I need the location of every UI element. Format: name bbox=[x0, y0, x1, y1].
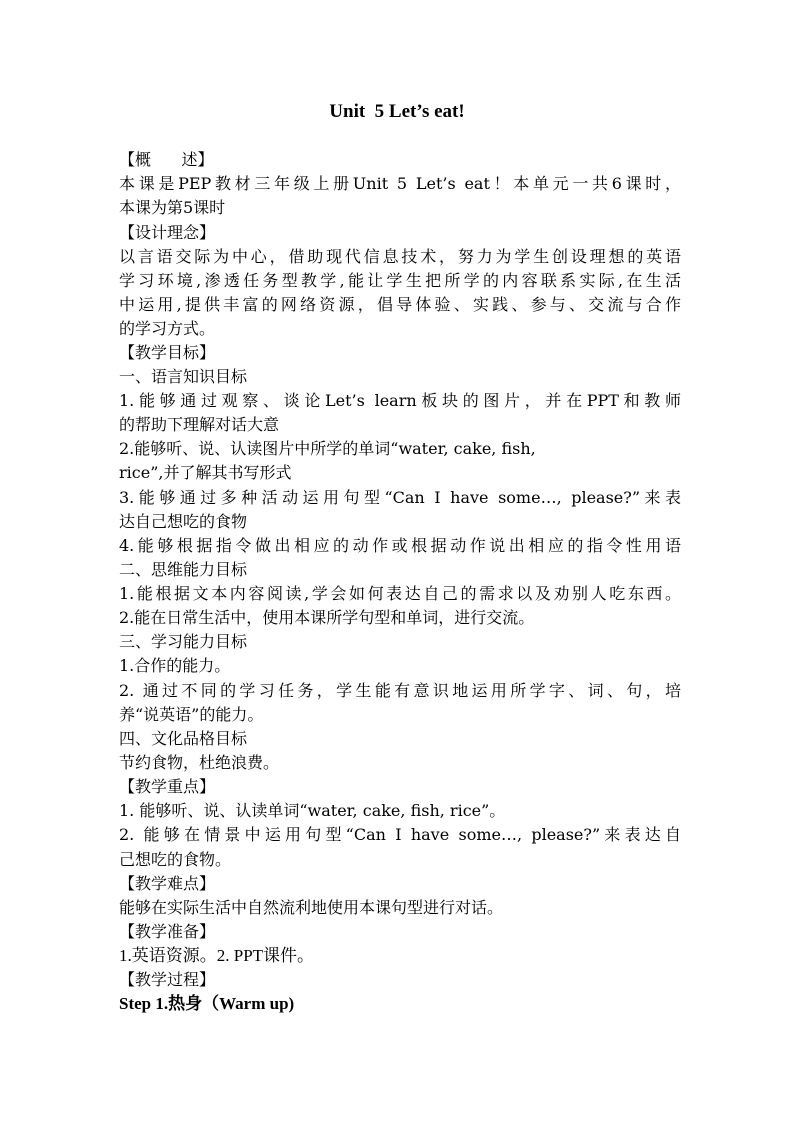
goal-1-line-1: 1.能够通过观察、谈论Let’s learn板块的图片，并在PPT和教师 bbox=[119, 391, 681, 410]
heading-key-points: 【教学重点】 bbox=[119, 777, 216, 796]
key-point-1: 1. 能够听、说、认读单词“water, cake, fish, rice”。 bbox=[119, 801, 506, 820]
heading-overview: 【概 述】 bbox=[119, 150, 214, 169]
heading-design-concept: 【设计理念】 bbox=[119, 223, 216, 242]
subheading-learning-ability: 三、学习能力目标 bbox=[119, 632, 248, 651]
design-line-1: 以言语交际为中心，借助现代信息技术，努力为学生创设理想的英语 bbox=[119, 247, 681, 266]
design-line-3: 中运用,提供丰富的网络资源，倡导体验、实践、参与、交流与合作 bbox=[119, 295, 681, 314]
subheading-cultural-character: 四、文化品格目标 bbox=[119, 729, 248, 748]
goal-1-line-2: 的帮助下理解对话大意 bbox=[119, 415, 280, 434]
heading-teaching-goals: 【教学目标】 bbox=[119, 343, 216, 362]
goal-3-line-1: 3.能够通过多种活动运用句型“Can I have some…, please?”来表 bbox=[119, 488, 681, 507]
key-point-2-line-2: 己想吃的食物。 bbox=[119, 850, 232, 869]
step-1-warm-up: Step 1.热身（Warm up) bbox=[119, 994, 295, 1013]
goal-4-line-1: 4.能够根据指令做出相应的动作或根据动作说出相应的指令性用语 bbox=[119, 536, 681, 555]
heading-teaching-process: 【教学过程】 bbox=[119, 970, 216, 989]
difficult-point-1: 能够在实际生活中自然流利地使用本课句型进行对话。 bbox=[119, 898, 504, 917]
page-title: Unit 5 Let’s eat! bbox=[329, 101, 465, 122]
design-line-2: 学习环境,渗透任务型教学,能让学生把所学的内容联系实际,在生活 bbox=[119, 271, 681, 290]
thinking-goal-1: 1.能根据文本内容阅读,学会如何表达自己的需求以及劝别人吃东西。 bbox=[119, 584, 681, 603]
design-line-4: 的学习方式。 bbox=[119, 319, 216, 338]
thinking-goal-2: 2.能在日常生活中，使用本课所学句型和单词，进行交流。 bbox=[119, 608, 535, 627]
key-point-2-line-1: 2. 能够在情景中运用句型“Can I have some…, please?”来表达自 bbox=[119, 825, 681, 844]
overview-line-2: 本课为第5课时 bbox=[119, 198, 226, 217]
subheading-language-knowledge: 一、语言知识目标 bbox=[119, 367, 248, 386]
heading-preparation: 【教学准备】 bbox=[119, 922, 216, 941]
heading-difficult-points: 【教学难点】 bbox=[119, 874, 216, 893]
overview-line-1: 本课是PEP教材三年级上册Unit 5 Let’s eat！本单元一共6课时， bbox=[119, 174, 681, 193]
learning-goal-1: 1.合作的能力。 bbox=[119, 656, 231, 675]
subheading-thinking-ability: 二、思维能力目标 bbox=[119, 560, 248, 579]
preparation-items: 1.英语资源。2. PPT课件。 bbox=[119, 946, 315, 965]
cultural-goal-1: 节约食物，杜绝浪费。 bbox=[119, 753, 280, 772]
learning-goal-2-line-2: 养“说英语”的能力。 bbox=[119, 705, 264, 724]
goal-2-line-2: rice”,并了解其书写形式 bbox=[119, 463, 292, 482]
goal-3-line-2: 达自己想吃的食物 bbox=[119, 512, 248, 531]
goal-2-line-1: 2.能够听、说、认读图片中所学的单词“water, cake, fish, bbox=[119, 439, 536, 458]
learning-goal-2-line-1: 2. 通过不同的学习任务，学生能有意识地运用所学字、词、句，培 bbox=[119, 681, 681, 700]
